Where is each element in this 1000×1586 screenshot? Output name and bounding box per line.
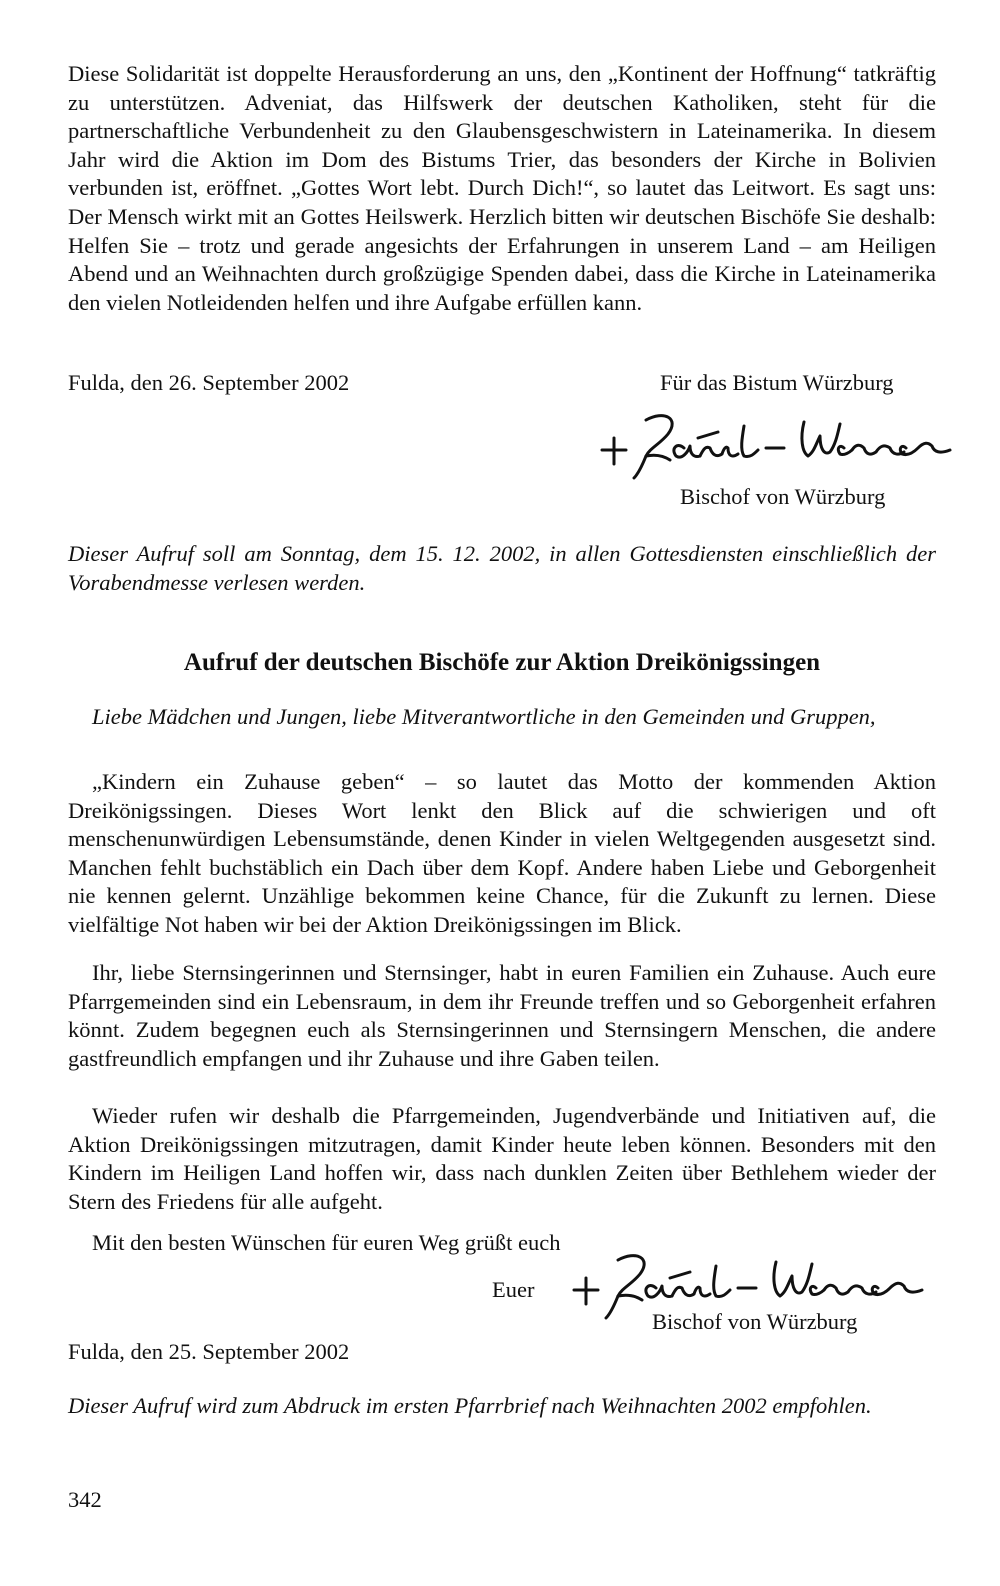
letter1-body: Diese Solidarität ist doppelte Herausforderung an uns, den „Kontinent der Hoffnung“ tatkräftig zu unterstützen. Adveniat, das Hilfswerk der deutschen Katholiken, steht für die partnerschaftliche Verbundenheit zu den Glaubensgeschwistern in Lateinamerika. In diesem Jahr wird die Aktion im Dom des Bistums Trier, das besonders der Kirche in Bolivien verbunden ist, eröffnet. „Gottes Wort lebt. Durch Dich!“, so lautet das Leitwort. Es sagt uns: Der Mensch wirkt mit an Gottes Heilswerk. Herzlich bitten wir deutschen Bischöfe Sie deshalb: Helfen Sie – trotz und gerade angesichts der Erfahrungen in unserem Land – am Heiligen Abend und an Weihnachten durch großzügige Spenden dabei, dass die Kirche in Lateinamerika den vielen Notleidenden helfen und ihre Aufgabe erfüllen kann.	[68, 61, 936, 315]
letter2-paragraph-2: Ihr, liebe Sternsingerinnen und Sternsinger, habt in euren Familien ein Zuhause. Auch eure Pfarrgemeinden sind ein Lebensraum, in dem ihr Freunde treffen und so Geborgenheit erfahren könnt. Zudem begegnen euch als Sternsingerinnen und Sternsingern Menschen, die andere gastfreundlich empfangen und ihr Zuhause und ihre Gaben teilen.	[68, 960, 936, 1071]
letter2-paragraph-3: Wieder rufen wir deshalb die Pfarrgemeinden, Jugendverbände und Initiativen auf, die Aktion Dreikönigssingen mitzutragen, damit Kinder heute leben können. Besonders mit den Kindern im Heiligen Land hoffen wir, dass nach dunklen Zeiten über Bethlehem wieder der Stern des Friedens für alle aufgeht.	[68, 1103, 936, 1214]
letter2-title: Aufruf der deutschen Bischöfe zur Aktion Dreikönigssingen	[183, 649, 821, 676]
letter1-signer-title: Bischof von Würzburg	[680, 484, 886, 509]
letter2-euer: Euer	[492, 1277, 535, 1302]
letter2-salutation: Liebe Mädchen und Jungen, liebe Mitverantwortliche in den Gemeinden und Gruppen,	[92, 704, 876, 729]
letter2-note: Dieser Aufruf wird zum Abdruck im ersten Pfarrbrief nach Weihnachten 2002 empfohlen.	[68, 1393, 872, 1418]
page-number: 342	[68, 1487, 102, 1512]
handwritten-signature-icon	[594, 408, 974, 480]
letter1-signature	[594, 408, 974, 480]
letter1-date: Fulda, den 26. September 2002	[68, 370, 350, 395]
letter2-paragraph-1: „Kindern ein Zuhause geben“ – so lautet das Motto der kommenden Aktion Dreikönigssingen. Dieses Wort lenkt den Blick auf die schwierigen und oft menschenunwürdigen Lebensumstände, denen Kinder in vielen Weltgegenden ausgesetzt sind. Manchen fehlt buchstäblich ein Dach über dem Kopf. Andere haben Liebe und Geborgenheit nie kennen gelernt. Unzählige bekommen keine Chance, für die Zukunft zu lernen. Diese vielfältige Not haben wir bei der Aktion Dreikönigssingen im Blick.	[68, 769, 936, 937]
letter1-note: Dieser Aufruf soll am Sonntag, dem 15. 12. 2002, in allen Gottesdiensten einschließlich der Vorabendmesse verlesen werden.	[68, 541, 936, 595]
letter1-for-diocese: Für das Bistum Würzburg	[660, 370, 894, 395]
letter2-closing: Mit den besten Wünschen für euren Weg grüßt euch	[92, 1230, 561, 1255]
letter2-signer-title: Bischof von Würzburg	[652, 1309, 858, 1334]
letter2-date: Fulda, den 25. September 2002	[68, 1339, 350, 1364]
